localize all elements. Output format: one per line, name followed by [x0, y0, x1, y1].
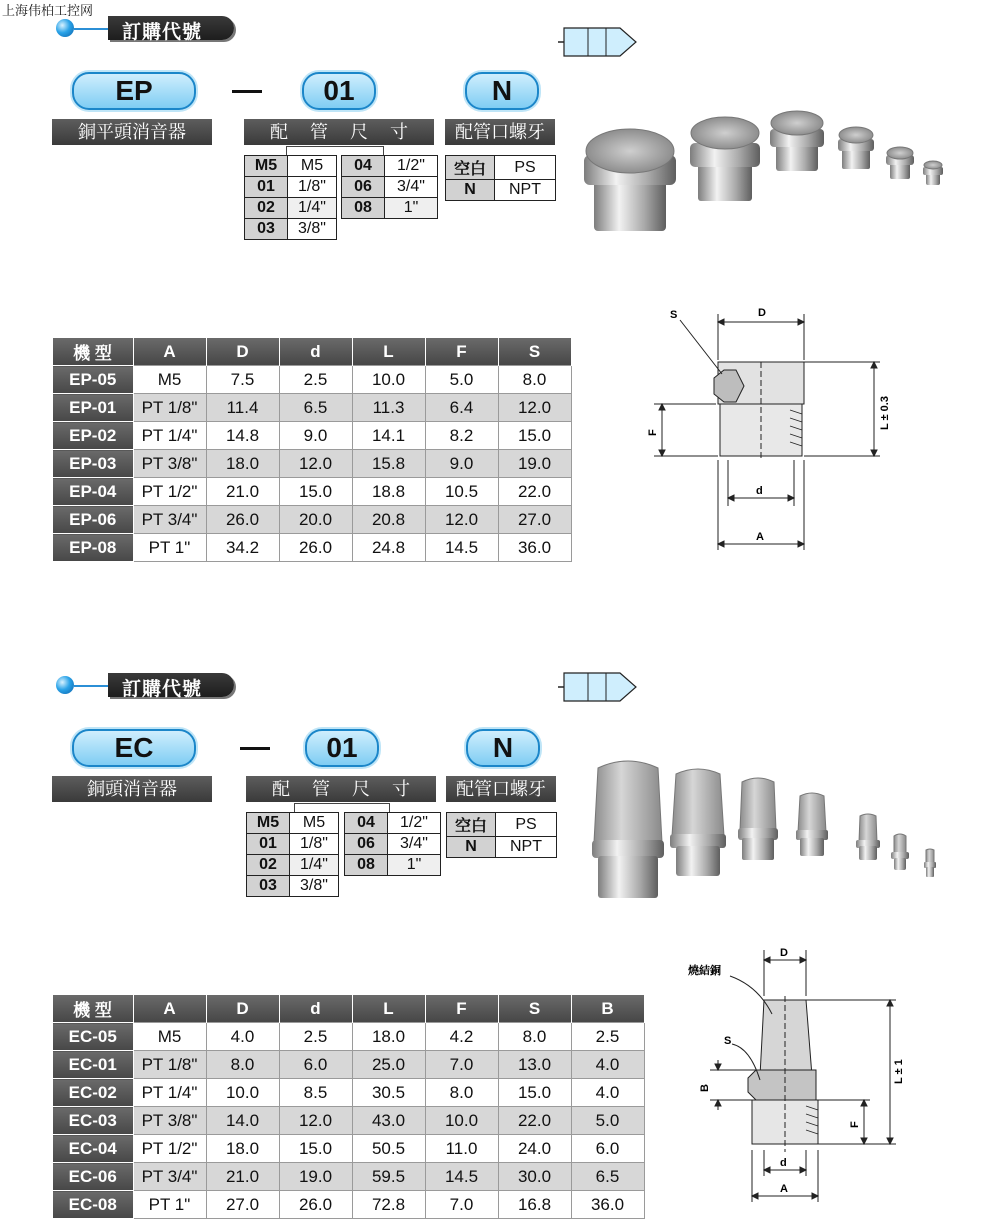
section-title: 訂購代號 — [122, 679, 203, 700]
value-cell: 14.8 — [206, 422, 279, 450]
value-cell: 27.0 — [206, 1191, 279, 1219]
fitting-symbol-icon — [558, 671, 642, 703]
value-cell: 2.5 — [279, 366, 352, 394]
ec-product-photo — [588, 750, 958, 910]
dim-label-a: A — [756, 531, 764, 543]
table-row — [53, 506, 572, 534]
model-cell: EC-04 — [53, 1135, 134, 1163]
table-row — [53, 1107, 645, 1135]
table-row — [53, 478, 572, 506]
value-cell: 18.0 — [206, 450, 279, 478]
code-separator — [240, 747, 270, 750]
ep-part-5 — [886, 147, 914, 179]
model-cell: EC-05 — [53, 1023, 134, 1051]
dim-label-d-outer: D — [758, 307, 766, 319]
model-cell: EP-08 — [53, 534, 134, 562]
value-cell: PT 1/2" — [133, 478, 206, 506]
label-pipe-size: 配管尺寸 — [246, 776, 436, 802]
col-header: D — [206, 338, 279, 366]
value-cell: 8.2 — [425, 422, 498, 450]
value-cell: 4.0 — [571, 1051, 644, 1079]
ec-part-1 — [592, 761, 664, 898]
size-options-right: 04 1/2" 06 3/4" 08 1" — [344, 812, 441, 876]
code-size: 01 — [305, 729, 379, 767]
model-cell: EP-05 — [53, 366, 134, 394]
size-options-left: M5 M5 01 1/8" 02 1/4" 03 3/8" — [244, 155, 337, 240]
code-thread: N — [466, 729, 540, 767]
model-cell: EP-01 — [53, 394, 134, 422]
value-cell: 10.0 — [352, 366, 425, 394]
value-cell: PT 3/4" — [133, 1163, 206, 1191]
code-ep: EP — [72, 72, 196, 110]
value-cell: 19.0 — [279, 1163, 352, 1191]
value-cell: 5.0 — [571, 1107, 644, 1135]
value-cell: M5 — [133, 1023, 206, 1051]
model-cell: EC-06 — [53, 1163, 134, 1191]
value-cell: 12.0 — [279, 450, 352, 478]
value-cell: 19.0 — [498, 450, 571, 478]
dim-label-a: A — [780, 1183, 788, 1195]
col-header: L — [352, 338, 425, 366]
section-title: 訂購代號 — [122, 22, 203, 43]
table-row — [53, 394, 572, 422]
col-header: A — [133, 995, 206, 1023]
col-header: B — [571, 995, 644, 1023]
value-cell: 11.0 — [425, 1135, 498, 1163]
value-cell: 6.4 — [425, 394, 498, 422]
col-header: d — [279, 995, 352, 1023]
bullet-icon — [56, 676, 74, 694]
value-cell: 4.0 — [206, 1023, 279, 1051]
value-cell: 11.3 — [352, 394, 425, 422]
value-cell: 8.0 — [206, 1051, 279, 1079]
value-cell: 7.0 — [425, 1051, 498, 1079]
value-cell: 36.0 — [498, 534, 571, 562]
ep-product-photo — [580, 105, 960, 255]
model-cell: EC-03 — [53, 1107, 134, 1135]
table-row — [53, 450, 572, 478]
value-cell: 27.0 — [498, 506, 571, 534]
value-cell: 21.0 — [206, 478, 279, 506]
dim-label-f: F — [647, 429, 659, 436]
value-cell: 8.0 — [425, 1079, 498, 1107]
col-header: S — [498, 338, 571, 366]
table-row — [53, 534, 572, 562]
code-size: 01 — [302, 72, 376, 110]
label-pipe-size: 配管尺寸 — [244, 119, 434, 145]
col-header: D — [206, 995, 279, 1023]
label-product: 銅平頭消音器 — [52, 119, 212, 145]
value-cell: M5 — [133, 366, 206, 394]
ec-part-4 — [796, 793, 828, 856]
label-thread: 配管口螺牙 — [445, 119, 555, 145]
section-header-ec — [56, 673, 236, 699]
ec-part-2 — [670, 769, 726, 876]
value-cell: 7.0 — [425, 1191, 498, 1219]
value-cell: PT 1/4" — [133, 422, 206, 450]
col-header: 機 型 — [53, 995, 134, 1023]
code-ec: EC — [72, 729, 196, 767]
dim-label-l: L ± 0.3 — [879, 396, 891, 430]
table-row — [53, 366, 572, 394]
value-cell: 4.0 — [571, 1079, 644, 1107]
ep-part-2 — [690, 117, 760, 201]
section-header-ep — [56, 16, 236, 42]
value-cell: 26.0 — [279, 534, 352, 562]
size-options-left: M5 M5 01 1/8" 02 1/4" 03 3/8" — [246, 812, 339, 897]
ep-part-4 — [838, 127, 874, 169]
value-cell: 6.0 — [571, 1135, 644, 1163]
ec-part-7 — [924, 849, 936, 877]
value-cell: 15.0 — [279, 478, 352, 506]
ep-part-3 — [770, 111, 824, 171]
value-cell: 4.2 — [425, 1023, 498, 1051]
value-cell: 11.4 — [206, 394, 279, 422]
value-cell: 14.5 — [425, 534, 498, 562]
model-cell: EP-02 — [53, 422, 134, 450]
value-cell: 9.0 — [425, 450, 498, 478]
watermark-text: 上海伟柏工控网 — [2, 3, 94, 18]
ep-spec-table — [52, 338, 572, 562]
value-cell: 14.0 — [206, 1107, 279, 1135]
ep-part-1 — [584, 129, 676, 231]
col-header: L — [352, 995, 425, 1023]
col-header: 機 型 — [53, 338, 134, 366]
dim-label-l: L ± 1 — [893, 1059, 905, 1084]
col-header: d — [279, 338, 352, 366]
value-cell: 10.0 — [425, 1107, 498, 1135]
col-header: F — [425, 995, 498, 1023]
value-cell: 10.0 — [206, 1079, 279, 1107]
model-cell: EP-03 — [53, 450, 134, 478]
value-cell: 24.0 — [498, 1135, 571, 1163]
thread-options: 空白 PS N NPT — [446, 812, 557, 858]
value-cell: 25.0 — [352, 1051, 425, 1079]
value-cell: 50.5 — [352, 1135, 425, 1163]
model-cell: EP-06 — [53, 506, 134, 534]
model-cell: EC-01 — [53, 1051, 134, 1079]
value-cell: 8.5 — [279, 1079, 352, 1107]
value-cell: 7.5 — [206, 366, 279, 394]
value-cell: 8.0 — [498, 1023, 571, 1051]
value-cell: 18.8 — [352, 478, 425, 506]
dim-label-d-inner: d — [780, 1157, 787, 1169]
value-cell: 20.0 — [279, 506, 352, 534]
value-cell: 26.0 — [206, 506, 279, 534]
ec-spec-table — [52, 995, 645, 1219]
value-cell: 6.5 — [279, 394, 352, 422]
table-row — [53, 1051, 645, 1079]
value-cell: 5.0 — [425, 366, 498, 394]
value-cell: 10.5 — [425, 478, 498, 506]
ec-part-6 — [891, 834, 909, 870]
value-cell: 6.0 — [279, 1051, 352, 1079]
dim-label-d-inner: d — [756, 485, 763, 497]
value-cell: 30.0 — [498, 1163, 571, 1191]
value-cell: 8.0 — [498, 366, 571, 394]
dim-label-sinter: 燒結銅 — [688, 965, 721, 977]
col-header: A — [133, 338, 206, 366]
table-row — [53, 1079, 645, 1107]
value-cell: 18.0 — [352, 1023, 425, 1051]
value-cell: 15.0 — [498, 422, 571, 450]
value-cell: PT 1/8" — [133, 1051, 206, 1079]
value-cell: 20.8 — [352, 506, 425, 534]
model-cell: EC-08 — [53, 1191, 134, 1219]
ec-dimension-drawing — [680, 940, 920, 1210]
fitting-symbol-icon — [558, 26, 642, 58]
model-cell: EP-04 — [53, 478, 134, 506]
value-cell: 15.0 — [279, 1135, 352, 1163]
value-cell: 12.0 — [498, 394, 571, 422]
value-cell: 14.1 — [352, 422, 425, 450]
col-header: F — [425, 338, 498, 366]
code-separator — [232, 90, 262, 93]
value-cell: 43.0 — [352, 1107, 425, 1135]
table-row — [53, 422, 572, 450]
dim-label-d-outer: D — [780, 947, 788, 959]
ep-dimension-drawing — [640, 300, 900, 555]
value-cell: PT 3/8" — [133, 1107, 206, 1135]
value-cell: 14.5 — [425, 1163, 498, 1191]
value-cell: PT 1" — [133, 534, 206, 562]
table-row — [53, 1135, 645, 1163]
value-cell: 16.8 — [498, 1191, 571, 1219]
ec-part-5 — [856, 814, 880, 860]
value-cell: PT 1/8" — [133, 394, 206, 422]
table-row — [53, 1023, 645, 1051]
value-cell: 24.8 — [352, 534, 425, 562]
table-row — [53, 1163, 645, 1191]
value-cell: 34.2 — [206, 534, 279, 562]
value-cell: 9.0 — [279, 422, 352, 450]
value-cell: 2.5 — [279, 1023, 352, 1051]
value-cell: 18.0 — [206, 1135, 279, 1163]
bullet-icon — [56, 19, 74, 37]
value-cell: PT 1/4" — [133, 1079, 206, 1107]
ec-part-3 — [738, 778, 778, 860]
code-thread: N — [465, 72, 539, 110]
value-cell: 12.0 — [279, 1107, 352, 1135]
thread-options: 空白 PS N NPT — [445, 155, 556, 201]
value-cell: PT 1/2" — [133, 1135, 206, 1163]
table-row — [53, 1191, 645, 1219]
value-cell: 72.8 — [352, 1191, 425, 1219]
dim-label-f: F — [849, 1121, 861, 1128]
value-cell: 2.5 — [571, 1023, 644, 1051]
value-cell: PT 3/4" — [133, 506, 206, 534]
size-options-right: 04 1/2" 06 3/4" 08 1" — [341, 155, 438, 219]
value-cell: PT 1" — [133, 1191, 206, 1219]
value-cell: 26.0 — [279, 1191, 352, 1219]
dim-label-s: S — [724, 1035, 732, 1047]
value-cell: 36.0 — [571, 1191, 644, 1219]
dim-label-b: B — [699, 1084, 711, 1092]
label-thread: 配管口螺牙 — [446, 776, 556, 802]
model-cell: EC-02 — [53, 1079, 134, 1107]
value-cell: 13.0 — [498, 1051, 571, 1079]
value-cell: 21.0 — [206, 1163, 279, 1191]
ep-part-6 — [923, 161, 943, 185]
value-cell: 30.5 — [352, 1079, 425, 1107]
value-cell: 12.0 — [425, 506, 498, 534]
value-cell: 15.8 — [352, 450, 425, 478]
label-product: 銅頭消音器 — [52, 776, 212, 802]
value-cell: PT 3/8" — [133, 450, 206, 478]
value-cell: 22.0 — [498, 478, 571, 506]
value-cell: 59.5 — [352, 1163, 425, 1191]
dim-label-s: S — [670, 309, 678, 321]
value-cell: 15.0 — [498, 1079, 571, 1107]
col-header: S — [498, 995, 571, 1023]
value-cell: 6.5 — [571, 1163, 644, 1191]
value-cell: 22.0 — [498, 1107, 571, 1135]
